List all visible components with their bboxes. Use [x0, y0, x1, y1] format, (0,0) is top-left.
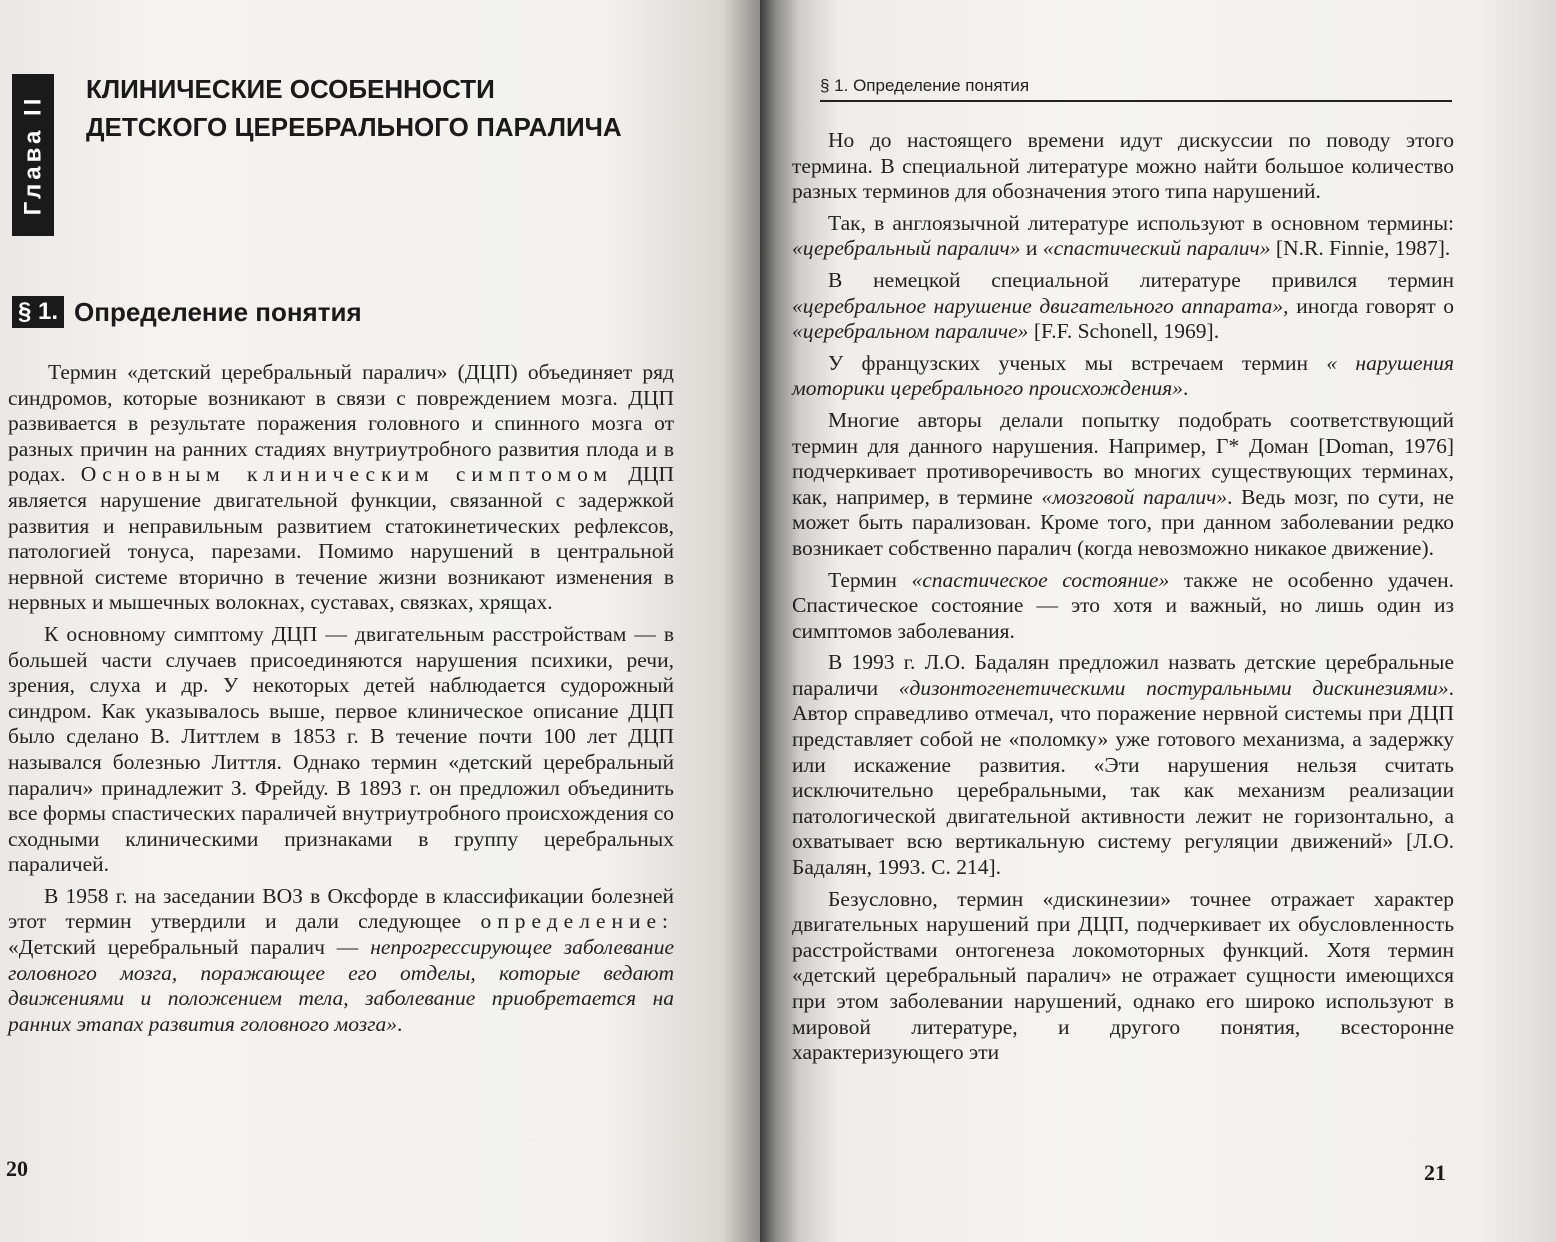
- right-p6-b: также не особенно удачен. Спастическое состояние — это хотя и важный, но лишь один из симптомов заболевания.: [792, 567, 1454, 643]
- right-p4-a: У французских ученых мы встречаем термин: [828, 350, 1308, 375]
- left-p3-spaced: определение:: [480, 909, 674, 934]
- section-title: Определение понятия: [74, 296, 362, 327]
- left-paragraph-3: [8, 884, 674, 1038]
- right-body-text: [792, 128, 1454, 1072]
- left-p3-end: .: [396, 1011, 403, 1036]
- section-badge: § 1.: [12, 296, 64, 328]
- right-paragraph-7: [792, 650, 1454, 880]
- left-p1-b: ДЦП является нарушение двигательной функции, связанной с задержкой развития и неправильным развитием статокинетических рефлексов, патологией тонуса, парезами. Помимо нарушений в центральной нервной системе вторично в течение жизни возникают изменения в нервных и мышечных волокнах, суставах, связках, хрящах.: [8, 462, 674, 615]
- left-paragraph-2: К основному симптому ДЦП — двигательным расстройствам — в большей части случаев присоединяются нарушения психики, речи, зрения, слуха и др. У некоторых детей наблюдается судорожный синдром. Как указывалось выше, первое клиническое описание ДЦП было сделано В. Литтлем в 1853 г. В течение почти 100 лет ДЦП назывался болезнью Литтля. Однако термин «детский церебральный паралич» принадлежит З. Фрейду. В 1893 г. он предложил объединить все формы спастических параличей внутриутробного происхождения со сходными клиническими признаками в группу церебральных параличей.: [8, 621, 674, 877]
- right-paragraph-3: [792, 268, 1454, 345]
- right-p3-c: [F.F. Schonell, 1969].: [1033, 319, 1220, 344]
- right-p2-i1: «церебральный паралич»: [792, 236, 1021, 261]
- right-p2-i2: «спастический паралич»: [1042, 236, 1271, 261]
- right-p2-c: [N.R. Finnie, 1987].: [1275, 236, 1451, 261]
- left-page: [0, 0, 760, 1242]
- section-heading: [12, 296, 362, 328]
- left-p1-spaced: Основным клиническим симптомом: [80, 462, 614, 487]
- page-number-left: 20: [6, 1156, 28, 1181]
- chapter-tab-label: Глава II: [19, 94, 47, 216]
- right-p2-a: Так, в англоязычной литературе используют в основном термины:: [828, 210, 1454, 235]
- right-p5-b: . Ведь мозг, по сути, не может быть парализован. Кроме того, при данном заболевании редко возникает собственно паралич (когда невозможно никакое движение).: [792, 484, 1454, 560]
- left-p3-italic: непрогрессирующее заболевание головного мозга, поражающее его отделы, которые ведают движениями и положением тела, заболевание приобретается на ранних этапах развития головного мозга»: [8, 935, 674, 1036]
- right-p3-a: В немецкой специальной литературе привился термин: [828, 267, 1454, 292]
- right-paragraph-5: [792, 408, 1454, 562]
- left-p3-b: «Детский церебральный паралич —: [8, 935, 359, 960]
- right-p3-i1: «церебральное нарушение двигательного аппарата»,: [792, 293, 1289, 318]
- left-p3-a: В 1958 г. на заседании ВОЗ в Оксфорде в классификации болезней этот термин утвердили и дали следующее: [8, 883, 674, 934]
- right-paragraph-6: [792, 568, 1454, 645]
- right-p5-i: «мозговой паралич»: [1041, 484, 1228, 509]
- right-paragraph-1: Но до настоящего времени идут дискуссии по поводу этого термина. В специальной литературе можно найти большое количество разных терминов для обозначения этого типа нарушений.: [792, 128, 1454, 204]
- right-paragraph-8: Безусловно, термин «дискинезии» точнее отражает характер двигательных нарушений при ДЦП, подчеркивает их обусловленность расстройствами онтогенеза локомоторных функций. Хотя термин «детский церебральный паралич» не отражает сущности имеющихся при этом заболевании нарушений, однако его широко используют в мировой литературе, и другого понятия, всесторонне характеризующего эти: [792, 886, 1454, 1065]
- right-p3-b: иногда говорят о: [1296, 293, 1454, 318]
- left-p1-a: Термин «детский церебральный паралич» (ДЦП) объединяет ряд синдромов, которые возникают в связи с повреждением мозга. ДЦП развивается в результате поражения головного и спинного мозга от разных причин на ранних стадиях внутриутробного развития плода и в родах.: [8, 360, 674, 487]
- right-page: [760, 0, 1556, 1242]
- left-paragraph-1: [8, 360, 674, 616]
- right-p4-i: « нарушения моторики церебрального происхождения»: [792, 350, 1455, 401]
- running-head: § 1. Определение понятия: [820, 76, 1452, 102]
- right-p2-b: и: [1025, 236, 1038, 261]
- right-p6-i: «спастическое состояние»: [911, 567, 1170, 592]
- chapter-title-line-2: ДЕТСКОГО ЦЕРЕБРАЛЬНОГО ПАРАЛИЧА: [86, 112, 622, 142]
- right-p7-b: . Автор справедливо отмечал, что поражение нервной системы при ДЦП представляет собой не «поломку» уже готового механизма, а задержку или искажение развития. «Эти нарушения нельзя считать исключительно церебральными, так как механизм реализации патологической двигательной активности лежит не горизонтально, а охватывает всю вертикальную систему регуляции движений» [Л.О. Бадалян, 1993. С. 214].: [792, 675, 1455, 880]
- right-p3-i2: «церебральном параличе»: [792, 319, 1029, 344]
- right-p7-i: «дизонтогенетическими постуральными дискинезиями»: [898, 675, 1449, 700]
- right-p7-a: В 1993 г. Л.О. Бадалян предложил назвать детские церебральные параличи: [792, 650, 1454, 700]
- right-p4-c: .: [1183, 376, 1189, 401]
- right-paragraph-4: [792, 351, 1454, 402]
- right-p5-a: Многие авторы делали попытку подобрать соответствующий термин для данного нарушения. Например, Г* Доман [Doman, 1976] подчеркивает противоречивость во многих существующих терминах, как, например, в термине: [792, 407, 1454, 509]
- page-number-right: 21: [1424, 1160, 1446, 1185]
- chapter-title: [86, 70, 726, 146]
- left-body-text: [8, 360, 674, 1043]
- right-p6-a: Термин: [828, 567, 897, 592]
- chapter-title-line-1: КЛИНИЧЕСКИЕ ОСОБЕННОСТИ: [86, 74, 495, 104]
- right-paragraph-2: [792, 211, 1454, 262]
- chapter-tab: [12, 74, 54, 236]
